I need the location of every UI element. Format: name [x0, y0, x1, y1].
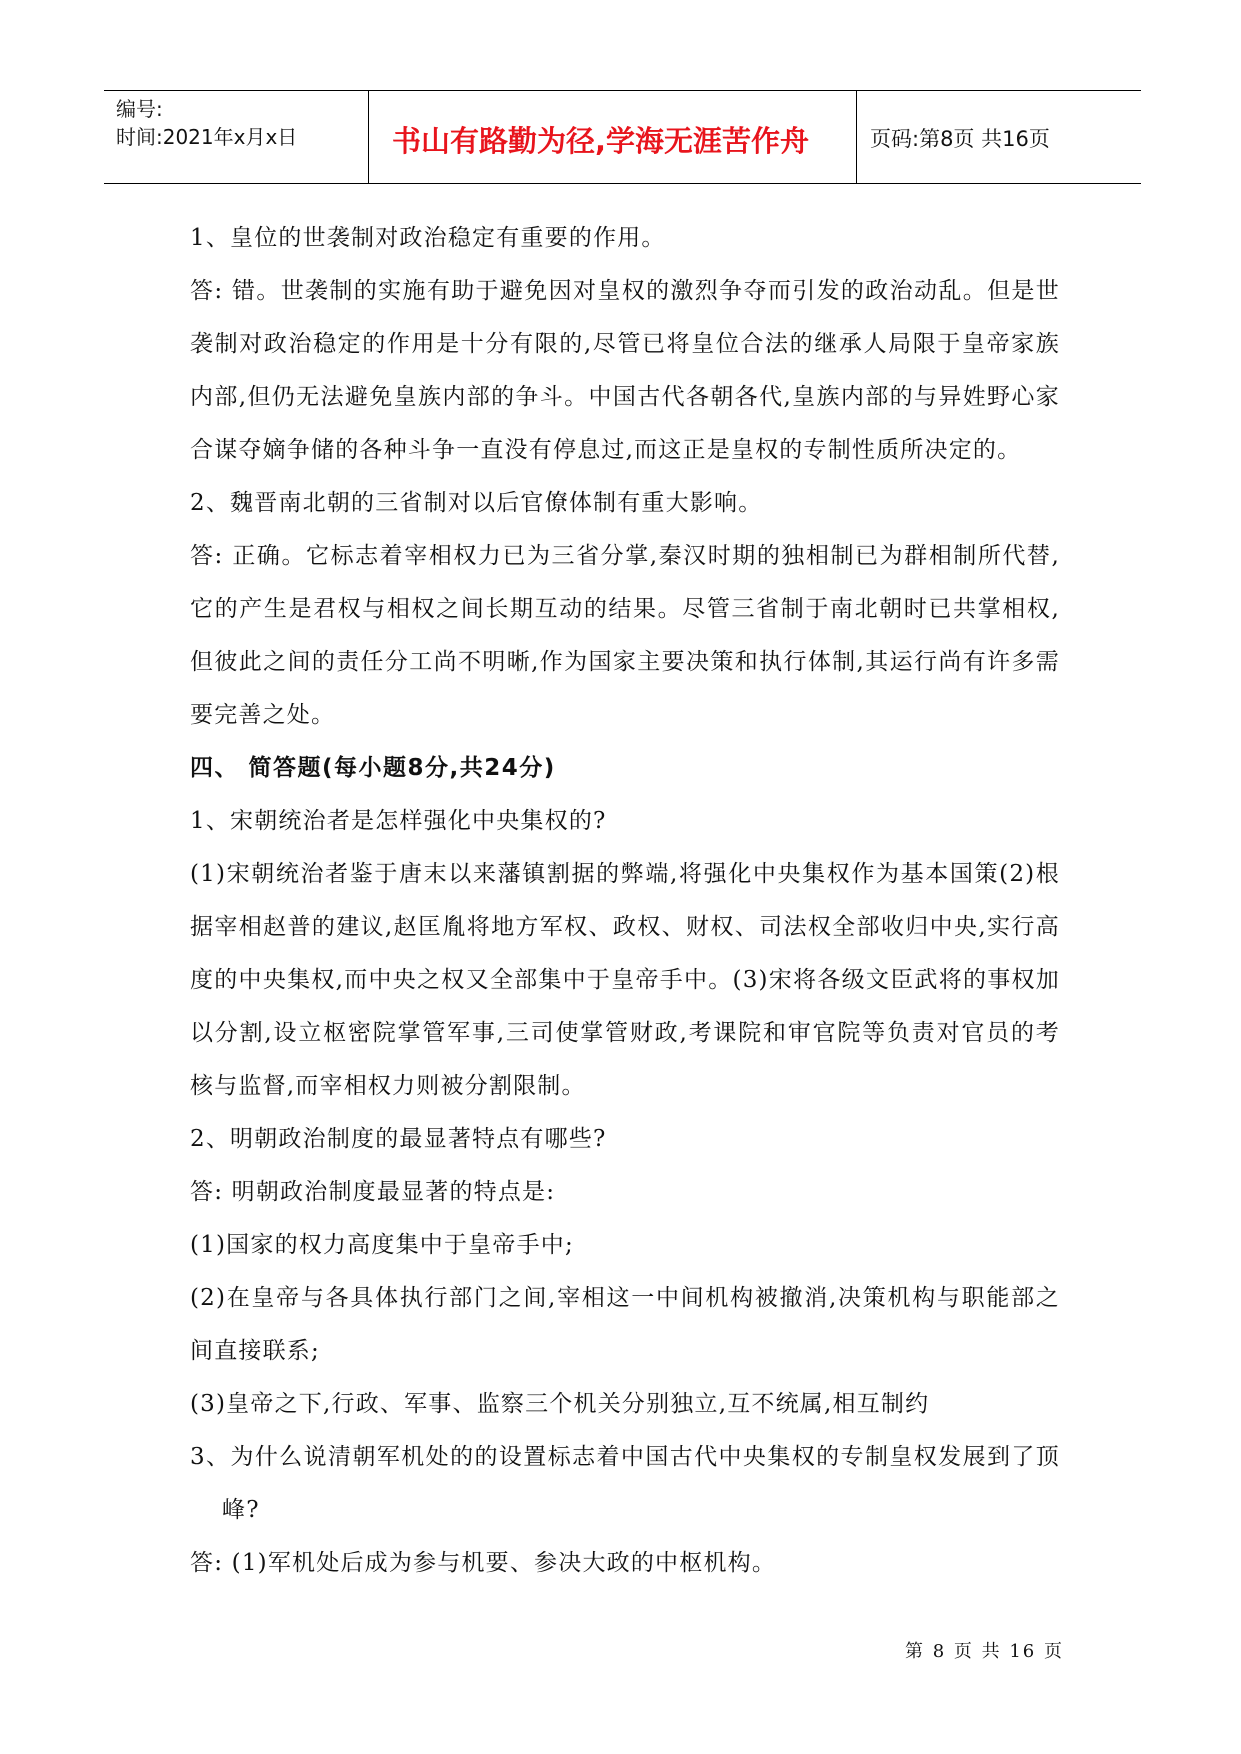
section-heading-short-answer: 四、 简答题(每小题8分,共24分)	[190, 755, 556, 781]
short-answer-2-point-1: (1)国家的权力高度集中于皇帝手中;	[190, 1232, 574, 1258]
answer-1: 答: 错。世袭制的实施有助于避免因对皇权的激烈争夺而引发的政治动乱。但是世袭制对政治稳定的作用是十分有限的,尽管已将皇位合法的继承人局限于皇帝家族内部,但仍无法避免皇族内部的争斗。中国古代各朝各代,皇族内部的与异姓野心家合谋夺嫡争储的各种斗争一直没有停息过,而这正是皇权的专制性质所决定的。	[190, 278, 1060, 463]
short-answer-3: 答: (1)军机处后成为参与机要、参决大政的中枢机构。	[190, 1550, 777, 1576]
short-question-1: 1、宋朝统治者是怎样强化中央集权的?	[190, 808, 607, 834]
short-question-3: 3、为什么说清朝军机处的的设置标志着中国古代中央集权的专制皇权发展到了顶峰?	[190, 1444, 1060, 1523]
page-footer: 第 8 页 共 16 页	[905, 1641, 1064, 1662]
short-answer-2-intro: 答: 明朝政治制度最显著的特点是:	[190, 1179, 556, 1205]
header-meta-cell	[104, 91, 369, 183]
header-motto: 书山有路勤为径,学海无涯苦作舟	[392, 124, 810, 158]
question-2-statement: 2、魏晋南北朝的三省制对以后官僚体制有重大影响。	[190, 490, 763, 516]
header-page-info: 页码:第8页 共16页	[870, 127, 1050, 151]
short-answer-2-point-2: (2)在皇帝与各具体执行部门之间,宰相这一中间机构被撤消,决策机构与职能部之间直接联系;	[190, 1285, 1060, 1364]
short-answer-1: (1)宋朝统治者鉴于唐末以来藩镇割据的弊端,将强化中央集权作为基本国策(2)根据宰相赵普的建议,赵匡胤将地方军权、政权、财权、司法权全部收归中央,实行高度的中央集权,而中央之权又全部集中于皇帝手中。(3)宋将各级文臣武将的事权加以分割,设立枢密院掌管军事,三司使掌管财政,考课院和审官院等负责对官员的考核与监督,而宰相权力则被分割限制。	[190, 861, 1060, 1099]
page-header	[104, 90, 1141, 184]
header-motto-cell	[368, 91, 857, 183]
document-time-label: 时间:2021年x月x日	[116, 125, 298, 149]
answer-2: 答: 正确。它标志着宰相权力已为三省分掌,秦汉时期的独相制已为群相制所代替,它的产生是君权与相权之间长期互动的结果。尽管三省制于南北朝时已共掌相权,但彼此之间的责任分工尚不明晰,作为国家主要决策和执行体制,其运行尚有许多需要完善之处。	[190, 543, 1060, 728]
document-number-label: 编号:	[116, 97, 163, 121]
short-answer-2-point-3: (3)皇帝之下,行政、军事、监察三个机关分别独立,互不统属,相互制约	[190, 1391, 930, 1417]
question-1-statement: 1、皇位的世袭制对政治稳定有重要的作用。	[190, 225, 666, 251]
document-body	[190, 212, 1060, 1590]
header-page-cell	[856, 91, 1141, 183]
short-question-2: 2、明朝政治制度的最显著特点有哪些?	[190, 1126, 607, 1152]
